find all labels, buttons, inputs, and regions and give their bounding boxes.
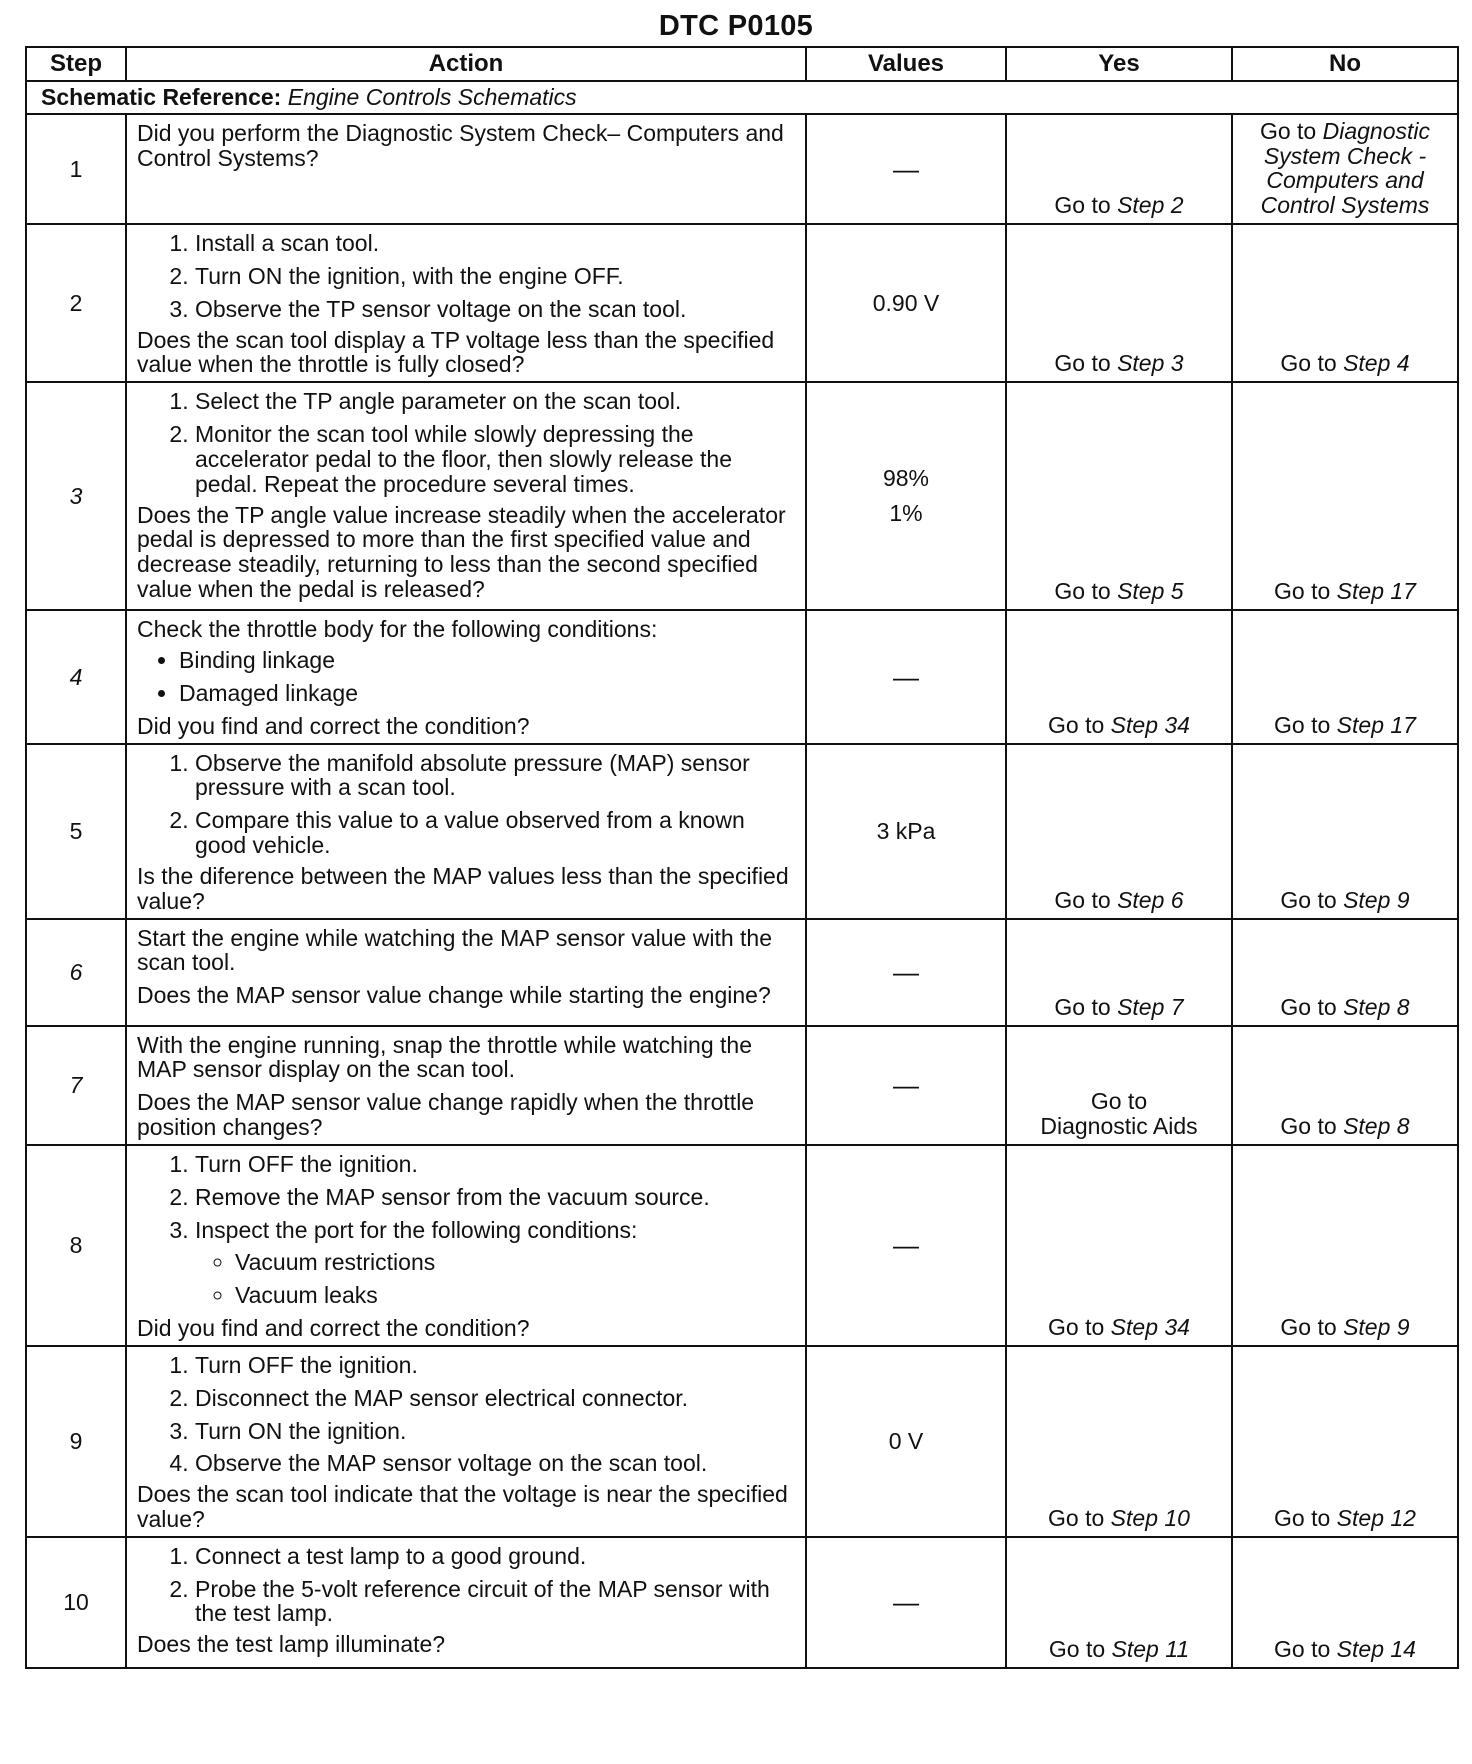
goto-prefix: Go to	[1048, 1314, 1105, 1341]
goto-link[interactable]: Step 9	[1343, 886, 1410, 913]
schematic-link[interactable]: Engine Controls Schematics	[287, 84, 577, 110]
action-cell	[126, 744, 806, 919]
step-number: 6	[26, 919, 126, 1026]
value: —	[893, 957, 919, 988]
table-row	[26, 919, 1458, 1026]
goto-prefix: Go to	[1048, 711, 1105, 738]
list-item	[195, 1218, 797, 1308]
goto-link[interactable]: Step 10	[1110, 1504, 1190, 1531]
goto-prefix: Go to	[1274, 1635, 1331, 1662]
action-cell	[126, 382, 806, 610]
value: —	[893, 153, 919, 184]
table-row	[26, 114, 1458, 224]
goto-link[interactable]: Step 17	[1336, 711, 1416, 738]
list-item: 4. Observe the MAP sensor voltage on the scan tool.	[195, 1451, 797, 1476]
value: —	[893, 1070, 919, 1101]
goto-prefix: Go to	[1048, 1504, 1105, 1531]
header-no: No	[1232, 47, 1458, 81]
header-values: Values	[806, 47, 1006, 81]
table-row	[26, 744, 1458, 919]
list-item: 2. Probe the 5-volt reference circuit of the MAP sensor with the test lamp.	[195, 1577, 797, 1627]
list-item: 1. Install a scan tool.	[195, 231, 797, 256]
yes-cell	[1006, 610, 1232, 743]
yes-cell	[1006, 224, 1232, 382]
action-question: Does the MAP sensor value change rapidly when the throttle position changes?	[137, 1089, 755, 1141]
list-item: 1. Turn OFF the ignition.	[195, 1353, 797, 1378]
list-item: 1. Observe the manifold absolute pressure (MAP) sensor pressure with a scan tool.	[195, 751, 797, 801]
goto-prefix: Go to	[1054, 993, 1111, 1020]
action-cell	[126, 114, 806, 224]
action-text: Did you perform the Diagnostic System Check– Computers and Control Systems?	[137, 119, 784, 171]
list-item: ◦ Vacuum leaks	[235, 1283, 797, 1308]
header-yes: Yes	[1006, 47, 1232, 81]
goto-prefix: Go to	[1054, 350, 1111, 377]
action-question: Does the test lamp illuminate?	[137, 1631, 446, 1658]
no-cell	[1232, 1026, 1458, 1145]
no-cell	[1232, 744, 1458, 919]
list-item: • Binding linkage	[179, 648, 797, 673]
action-question: Does the MAP sensor value change while starting the engine?	[137, 982, 771, 1009]
goto-prefix: Go to	[1274, 1504, 1331, 1531]
value: 1%	[889, 500, 923, 527]
list-item: 1. Select the TP angle parameter on the scan tool.	[195, 389, 797, 414]
step-number: 2	[26, 224, 126, 382]
value: —	[893, 1230, 919, 1261]
goto-link[interactable]: Step 14	[1336, 1635, 1416, 1662]
values-cell	[806, 224, 1006, 382]
value: 0.90 V	[872, 289, 940, 316]
dtc-table	[25, 46, 1459, 1669]
goto-link[interactable]: Step 11	[1111, 1635, 1190, 1662]
goto-link[interactable]: Step 4	[1343, 350, 1410, 377]
list-item-text: Inspect the port for the following conditions:	[195, 1216, 638, 1243]
step-number: 4	[26, 610, 126, 743]
goto-link[interactable]: Step 9	[1343, 1314, 1410, 1341]
list-item: • Damaged linkage	[179, 681, 797, 706]
action-cell	[126, 1537, 806, 1668]
table-row	[26, 382, 1458, 610]
no-cell	[1232, 919, 1458, 1026]
action-question: Does the scan tool display a TP voltage less than the specified value when the throttle is fully closed?	[137, 326, 775, 378]
values-cell	[806, 114, 1006, 224]
goto-prefix: Go to	[1280, 1113, 1337, 1140]
goto-prefix: Go to	[1280, 993, 1337, 1020]
goto-prefix: Go to	[1274, 578, 1331, 605]
action-question: Does the scan tool indicate that the voltage is near the specified value?	[137, 1481, 788, 1532]
goto-prefix: Go to	[1090, 1088, 1148, 1115]
goto-prefix: Go to	[1054, 192, 1111, 219]
goto-link[interactable]: Step 6	[1117, 886, 1184, 913]
header-action: Action	[126, 47, 806, 81]
action-cell	[126, 1145, 806, 1346]
action-cell	[126, 224, 806, 382]
action-question: Did you find and correct the condition?	[137, 1315, 530, 1342]
list-item: 1. Connect a test lamp to a good ground.	[195, 1544, 797, 1569]
goto-link[interactable]: Step 2	[1117, 192, 1184, 219]
action-question: Does the TP angle value increase steadily when the accelerator pedal is depressed to more than the first specified value and decrease steadily, returning to less than the second specified value when the pedal is released?	[137, 501, 786, 603]
yes-cell	[1006, 114, 1232, 224]
values-cell	[806, 382, 1006, 610]
goto-link[interactable]: Step 8	[1343, 993, 1410, 1020]
page-title: DTC P0105	[658, 10, 814, 42]
yes-cell	[1006, 1346, 1232, 1537]
goto-prefix: Go to	[1054, 886, 1111, 913]
goto-link[interactable]: Diagnostic System Check - Computers and Control Systems	[1260, 117, 1431, 219]
goto-link[interactable]: Step 8	[1343, 1113, 1410, 1140]
action-cell	[126, 1346, 806, 1537]
table-row	[26, 610, 1458, 743]
list-item: 2. Remove the MAP sensor from the vacuum source.	[195, 1185, 797, 1210]
action-text: Check the throttle body for the following conditions:	[137, 616, 658, 643]
value: —	[893, 661, 919, 692]
step-number: 1	[26, 114, 126, 224]
yes-cell	[1006, 382, 1232, 610]
goto-prefix: Go to	[1280, 886, 1337, 913]
yes-cell	[1006, 744, 1232, 919]
table-row	[26, 224, 1458, 382]
goto-prefix: Go to	[1274, 711, 1331, 738]
list-item: 2. Disconnect the MAP sensor electrical connector.	[195, 1386, 797, 1411]
value: 98%	[882, 465, 930, 492]
goto-link[interactable]: Diagnostic Aids	[1040, 1113, 1198, 1140]
values-cell	[806, 744, 1006, 919]
values-cell	[806, 1026, 1006, 1145]
list-item: 2. Turn ON the ignition, with the engine OFF.	[195, 264, 797, 289]
goto-link[interactable]: Step 34	[1110, 1314, 1190, 1341]
goto-prefix: Go to	[1280, 350, 1337, 377]
goto-link[interactable]: Step 3	[1117, 350, 1184, 377]
goto-link[interactable]: Step 12	[1336, 1504, 1416, 1531]
yes-cell	[1006, 1537, 1232, 1668]
goto-prefix: Go to	[1054, 578, 1111, 605]
action-text: Start the engine while watching the MAP sensor value with the scan tool.	[137, 924, 772, 976]
no-cell	[1232, 1145, 1458, 1346]
action-question: Did you find and correct the condition?	[137, 712, 530, 739]
values-cell	[806, 919, 1006, 1026]
yes-cell	[1006, 1145, 1232, 1346]
action-cell	[126, 1026, 806, 1145]
table-row	[26, 1537, 1458, 1668]
values-cell	[806, 610, 1006, 743]
goto-link[interactable]: Step 5	[1117, 578, 1184, 605]
goto-link[interactable]: Step 34	[1110, 711, 1190, 738]
yes-cell	[1006, 919, 1232, 1026]
yes-cell	[1006, 1026, 1232, 1145]
no-cell	[1232, 114, 1458, 224]
action-cell	[126, 919, 806, 1026]
schematic-reference	[26, 81, 1458, 114]
list-item: 1. Turn OFF the ignition.	[195, 1152, 797, 1177]
values-cell	[806, 1346, 1006, 1537]
list-item: 2. Compare this value to a value observed from a known good vehicle.	[195, 808, 797, 858]
value: —	[893, 1587, 919, 1618]
value: 3 kPa	[876, 817, 936, 844]
goto-link[interactable]: Step 17	[1336, 578, 1416, 605]
step-number: 3	[26, 382, 126, 610]
step-number: 5	[26, 744, 126, 919]
header-step: Step	[26, 47, 126, 81]
list-item: 2. Monitor the scan tool while slowly depressing the accelerator pedal to the floor, then slowly release the pedal. Repeat the procedure several times.	[195, 422, 797, 496]
goto-prefix: Go to	[1048, 1635, 1106, 1662]
action-cell	[126, 610, 806, 743]
table-row	[26, 1145, 1458, 1346]
table-row	[26, 1026, 1458, 1145]
step-number: 10	[26, 1537, 126, 1668]
step-number: 8	[26, 1145, 126, 1346]
no-cell	[1232, 1537, 1458, 1668]
goto-prefix: Go to	[1259, 117, 1317, 144]
step-number: 7	[26, 1026, 126, 1145]
action-question: Is the diference between the MAP values less than the specified value?	[137, 862, 789, 914]
goto-prefix: Go to	[1280, 1314, 1337, 1341]
no-cell	[1232, 610, 1458, 743]
list-item: 3. Turn ON the ignition.	[195, 1419, 797, 1444]
schematic-label: Schematic Reference:	[41, 84, 282, 110]
no-cell	[1232, 382, 1458, 610]
step-number: 9	[26, 1346, 126, 1537]
goto-link[interactable]: Step 7	[1117, 993, 1184, 1020]
table-row	[26, 1346, 1458, 1537]
action-text: With the engine running, snap the throttle while watching the MAP sensor display on the scan tool.	[137, 1031, 752, 1083]
no-cell	[1232, 224, 1458, 382]
list-item: 3. Observe the TP sensor voltage on the scan tool.	[195, 297, 797, 322]
values-cell	[806, 1537, 1006, 1668]
list-item: ◦ Vacuum restrictions	[235, 1250, 797, 1275]
values-cell	[806, 1145, 1006, 1346]
value: 0 V	[888, 1427, 924, 1454]
no-cell	[1232, 1346, 1458, 1537]
